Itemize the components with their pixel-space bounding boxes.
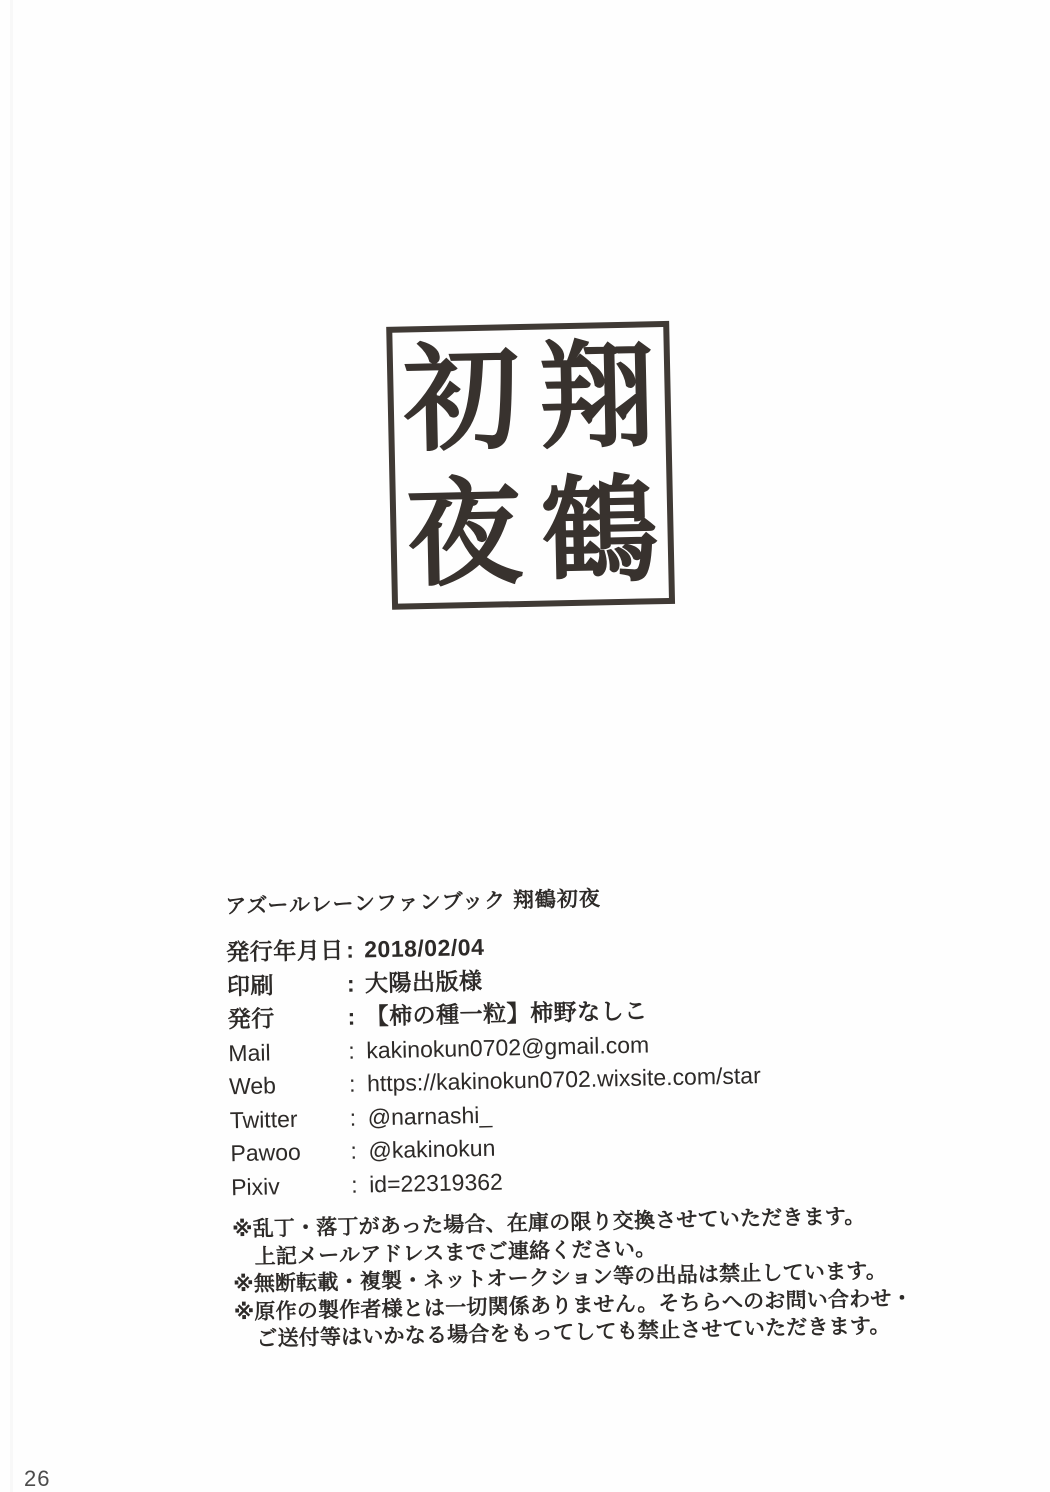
book-title: アズールレーンファンブック 翔鶴初夜 [225,887,602,919]
colophon [225,875,955,1353]
row-value: 【柿の種一粒】柿野なしこ [365,997,648,1030]
row-value: @kakinokun [368,1134,496,1164]
colophon-notes [232,1201,955,1354]
row-value: id=22319362 [368,1168,504,1197]
row-value: https://kakinokun0702.wixsite.com/star [366,1062,761,1097]
row-label: Web [228,1072,277,1100]
row-separator: : [348,1070,356,1097]
note-text: 原作の製作者様とは一切関係ありません。そちらへのお問い合わせ・ [254,1286,913,1324]
row-label: Mail [228,1038,271,1066]
note-text: 乱丁・落丁があった場合、在庫の限り交換させていただきます。 [252,1204,866,1241]
note-marker: ※ [231,1217,253,1242]
page-number: 26 [24,1466,51,1491]
title-kanji-top-left: 初 [402,329,521,469]
note-marker: ※ [232,1272,255,1297]
title-kanji-bottom-left: 夜 [404,465,524,604]
note-text: 上記メールアドレスまでご連絡ください。 [254,1236,657,1269]
row-separator: : [348,1037,355,1064]
row-label: 印刷 [226,971,275,999]
row-label: 発行年月日 [225,936,345,966]
row-label: Pixiv [230,1172,280,1200]
row-value: kakinokun0702@gmail.com [366,1030,650,1063]
row-separator: : [346,970,356,997]
row-separator: : [350,1171,358,1198]
note-text: ご送付等はいかなる場合をもってしても禁止させていただきます。 [256,1314,891,1351]
row-label: Twitter [229,1105,298,1133]
row-value: @narnashi_ [367,1101,493,1130]
row-separator: : [347,1003,357,1030]
row-label: Pawoo [230,1138,302,1167]
title-box [386,321,675,610]
note-marker: ※ [233,1300,255,1324]
row-separator: : [349,1104,357,1131]
title-kanji-top-right: 翔 [537,326,657,466]
note-text: 無断転載・複製・ネットオークション等の出品は禁止しています。 [253,1259,888,1296]
row-value: 大陽出版様 [364,967,483,996]
title-kanji-bottom-right: 鶴 [540,462,660,601]
row-separator: : [350,1137,358,1164]
colophon-rows [226,921,951,1204]
row-value: 2018/02/04 [363,933,485,963]
row-separator: : [345,936,355,963]
row-label: 発行 [227,1005,275,1033]
